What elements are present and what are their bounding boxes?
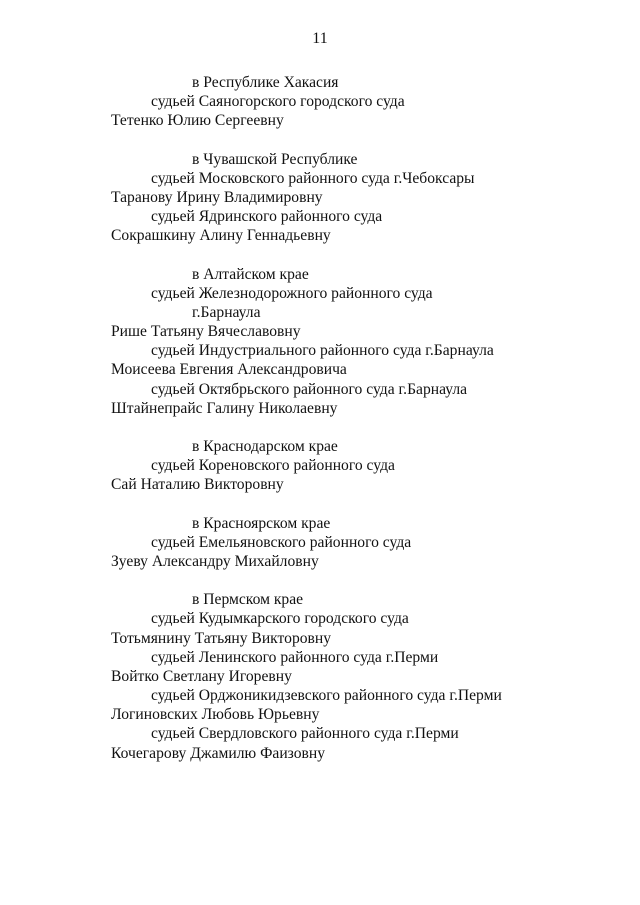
region-heading: в Красноярском крае xyxy=(192,514,331,532)
region-heading: в Алтайском крае xyxy=(192,265,309,283)
court-line: судьей Орджоникидзевского районного суда г.Перми xyxy=(151,687,502,705)
judge-name: Таранову Ирину Владимировну xyxy=(111,188,323,206)
region-section xyxy=(0,265,640,419)
region-section xyxy=(0,73,640,131)
judge-name: Сай Наталию Викторовну xyxy=(111,476,284,494)
court-line: судьей Октябрьского районного суда г.Барнаула xyxy=(151,380,468,398)
court-line: судьей Индустриального районного суда г.Барнаула xyxy=(151,342,494,360)
region-heading: в Пермском крае xyxy=(192,591,304,609)
judge-name: Тетенко Юлию Сергеевну xyxy=(111,112,284,130)
court-line: судьей Саяногорского городского суда xyxy=(151,93,405,111)
judge-name: Рише Татьяну Вячеславовну xyxy=(111,323,301,341)
judge-name: Войтко Светлану Игоревну xyxy=(111,667,292,685)
court-line: судьей Кореновского районного суда xyxy=(151,457,395,475)
court-line: судьей Ленинского районного суда г.Перми xyxy=(151,648,439,666)
judge-name: Сокрашкину Алину Геннадьевну xyxy=(111,227,331,245)
court-line: судьей Свердловского районного суда г.Перми xyxy=(151,725,459,743)
region-heading: в Республике Хакасия xyxy=(192,74,339,91)
region-section xyxy=(0,590,640,763)
judge-name: Моисеева Евгения Александровича xyxy=(111,361,347,379)
region-section xyxy=(0,437,640,495)
judge-name: Штайнепрайс Галину Николаевну xyxy=(111,399,338,417)
court-line: судьей Кудымкарского городского суда xyxy=(151,610,409,628)
court-line: судьей Московского районного суда г.Чебоксары xyxy=(151,169,475,187)
page-number: 11 xyxy=(312,30,328,47)
region-section xyxy=(0,514,640,572)
judge-name: Кочегарову Джамилю Фаизовну xyxy=(111,744,326,762)
court-line: судьей Железнодорожного районного суда xyxy=(151,284,433,302)
region-section xyxy=(0,150,640,246)
court-line: судьей Емельяновского районного суда xyxy=(151,533,412,551)
appointments-list xyxy=(0,73,640,782)
region-heading: в Краснодарском крае xyxy=(192,438,338,455)
region-heading: в Чувашской Республике xyxy=(192,150,358,168)
judge-name: Зуеву Александру Михайловну xyxy=(111,552,319,570)
judge-name: Логиновских Любовь Юрьевну xyxy=(111,706,320,724)
court-line-continuation: г.Барнаула xyxy=(192,303,261,321)
court-line: судьей Ядринского районного суда xyxy=(151,208,383,226)
judge-name: Тотьмянину Татьяну Викторовну xyxy=(111,629,332,647)
